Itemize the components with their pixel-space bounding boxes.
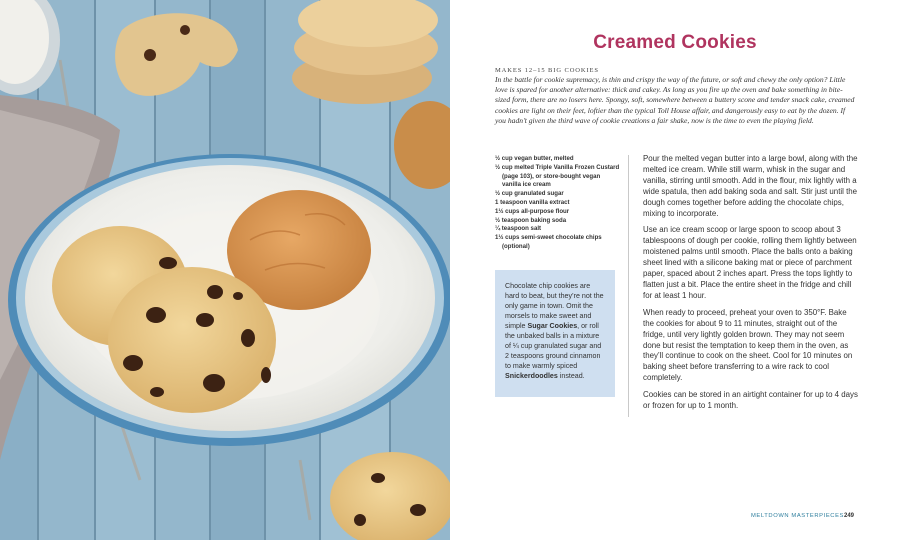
tip-text: instead. xyxy=(557,372,585,380)
recipe-yield: MAKES 12–15 BIG COOKIES xyxy=(495,67,599,74)
recipe-title: Creamed Cookies xyxy=(593,32,757,53)
ingredient-item: ½ cup melted Triple Vanilla Frozen Custard (page 103), or store-bought vegan vanilla ice cream xyxy=(495,163,620,189)
variation-tip-box xyxy=(495,270,615,397)
page-number: 249 xyxy=(844,513,855,519)
ingredient-item: 1½ cups all-purpose flour xyxy=(495,207,570,215)
ingredients-list xyxy=(495,155,620,252)
tip-text: Chocolate chip cookies are hard to beat, but they’re not the only game in town. Omit the morsels to make sweet and simple xyxy=(505,282,604,330)
directions xyxy=(643,154,858,418)
direction-step: Cookies can be stored in an airtight container for up to 4 days or frozen for up to 1 month. xyxy=(643,390,858,411)
ingredient-item: 1 teaspoon vanilla extract xyxy=(495,198,570,206)
column-divider xyxy=(628,155,629,417)
ingredient-item: ½ cup granulated sugar xyxy=(495,190,564,198)
ingredient-item: ¼ teaspoon salt xyxy=(495,225,542,233)
direction-step: Use an ice cream scoop or large spoon to scoop about 3 tablespoons of dough per cookie, rolling them lightly between moistened palms until smooth. Place the balls onto a baking sheet lined with a silicone baking mat or piece of parchment paper, spaced about 2 inches apart. Press the tops lightly to flatten just a bit. Place the entire sheet in the fridge and chill for at least 1 hour. xyxy=(643,225,857,300)
tip-link-snickerdoodles: Snickerdoodles xyxy=(505,372,558,380)
recipe-intro: In the battle for cookie supremacy, is thin and crispy the way of the future, or soft and chewy the only option? Little love is spared for another alternative: thick and cakey. As long as you fire up the oven and bake something in bite-sized form, there are no losers here. Spongy, soft, somewhere between a buttery scone and tender snack cake, creamed cookies are light on their feet, loftier than the typical Toll House affair, and dangerously easy to eat by the dozen. If you hadn’t given the third wave of cookie creations a fair shake, now is the time to even the playing field. xyxy=(495,75,855,125)
tip-link-sugar-cookies: Sugar Cookies xyxy=(527,322,578,330)
direction-step: When ready to proceed, preheat your oven to 350°F. Bake the cookies for about 9 to 11 minutes, straight out of the fridge, until very lightly golden brown. They may not seem done but resist the temptation to keep them in the oven, as they’ll continue to cook on the sheet. Cool for 10 minutes on baking sheet before transferring to a wire rack to cool completely. xyxy=(643,307,853,383)
recipe-page xyxy=(450,0,900,540)
ingredient-item: ½ cup vegan butter, melted xyxy=(495,155,574,162)
ingredient-item: ½ teaspoon baking soda xyxy=(495,216,567,224)
footer-section-title: MELTDOWN MASTERPIECES xyxy=(751,513,845,519)
ingredient-item: 1½ cups semi-sweet chocolate chips (optional) xyxy=(495,234,602,250)
direction-step: Pour the melted vegan butter into a large bowl, along with the melted ice cream. While still warm, whisk in the sugar and vanilla, stirring until smooth. Add in the flour, mix lightly with a wide spatula, then add baking soda and salt. Stir just until the dough comes together before adding the chocolate chips, mixing to incorporate. xyxy=(643,154,858,218)
tip-text: , or roll the unbaked balls in a mixture of ¼ cup granulated sugar and 2 teaspoons ground cinnamon to make warmly spiced xyxy=(505,322,602,370)
